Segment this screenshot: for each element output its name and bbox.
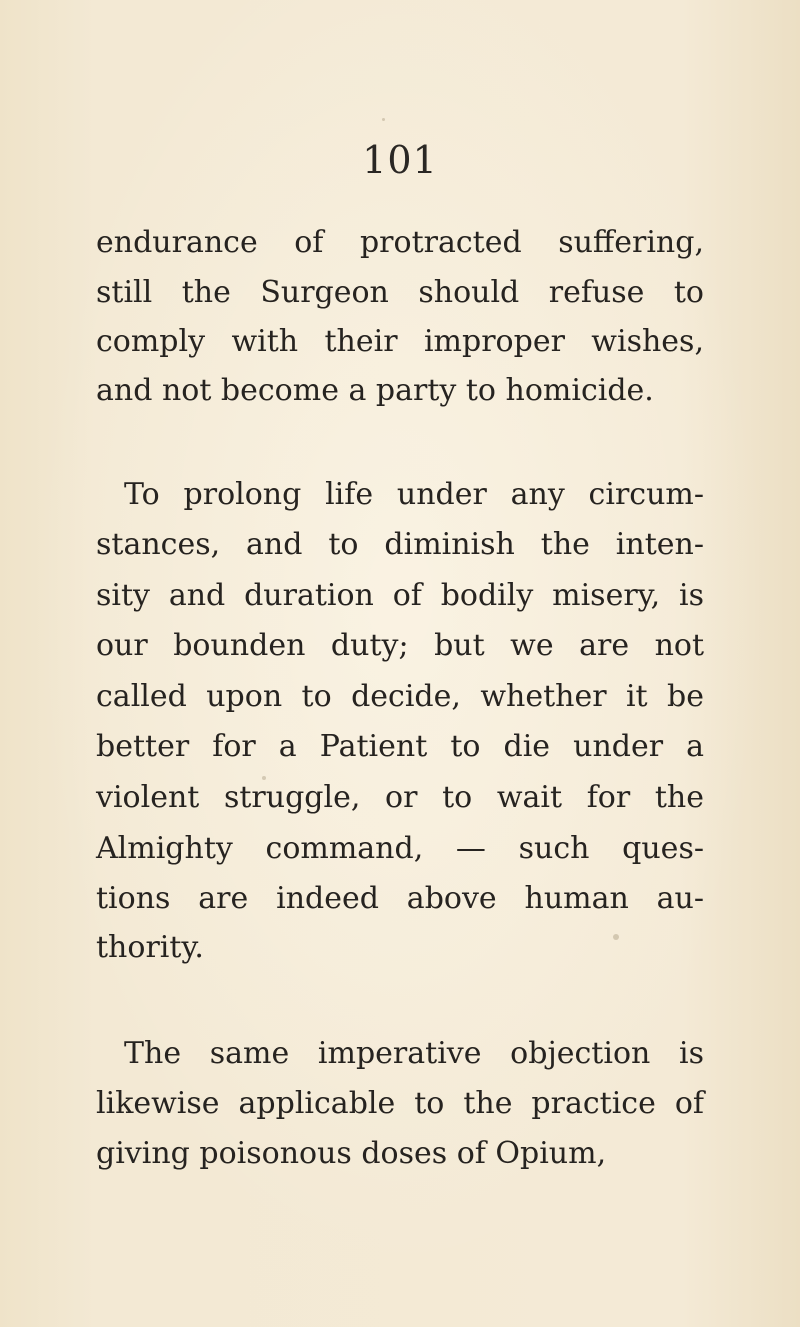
text-line: still the Surgeon should refuse to [96,275,704,310]
text-line: better for a Patient to die under a [96,729,705,764]
text-line: thority. [96,930,204,965]
text-line: likewise applicable to the practice of [96,1086,705,1121]
paper-speck [262,776,266,780]
text-line: called upon to decide, whether it be [96,679,704,714]
text-line: stances, and to diminish the inten- [96,527,704,562]
text-line: The same imperative objection is [124,1036,704,1071]
text-line: our bounden duty; but we are not [96,628,705,663]
text-line: Almighty command, — such ques- [96,831,704,866]
text-line: comply with their improper wishes, [96,324,704,359]
page-number: 101 [362,138,438,182]
text-line: giving poisonous doses of Opium, [96,1136,607,1171]
text-line: and not become a party to homicide. [96,373,654,408]
text-line: tions are indeed above human au- [96,881,705,916]
text-line: violent struggle, or to wait for the [96,780,704,815]
text-line: To prolong life under any circum- [124,477,704,512]
paper-speck [613,934,619,940]
paper-speck [382,118,385,121]
text-line: sity and duration of bodily misery, is [96,578,705,613]
text-line: endurance of protracted suffering, [96,225,704,260]
